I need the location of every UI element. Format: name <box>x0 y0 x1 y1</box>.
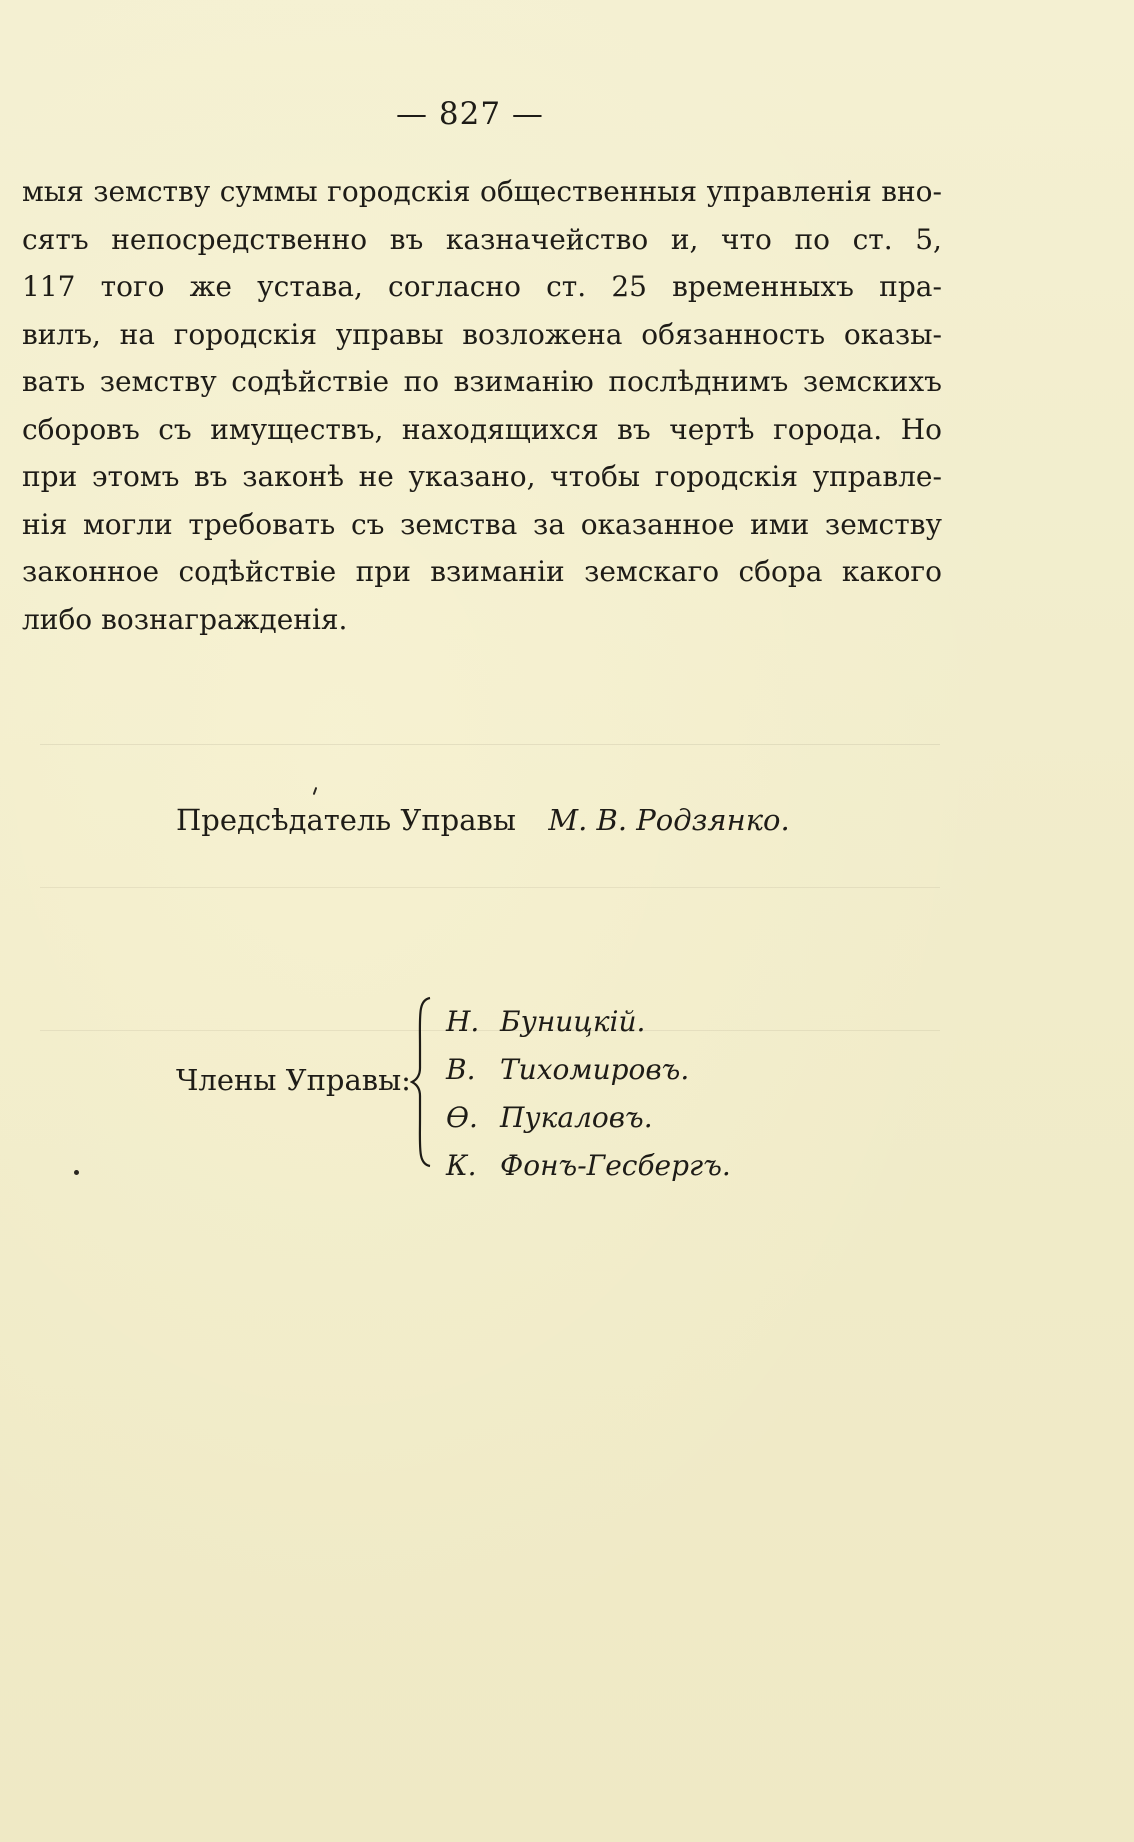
word: земскаго <box>584 555 720 588</box>
word: города. <box>773 412 883 446</box>
word: послѣднимъ <box>608 365 789 398</box>
member-initial: К. <box>446 1149 477 1182</box>
word: 25 <box>611 270 647 303</box>
text-line <box>22 263 942 311</box>
member-surname: Тихомировъ. <box>500 1053 690 1086</box>
word: въ <box>389 222 424 256</box>
word: и, <box>670 222 699 256</box>
member-initial: В. <box>446 1053 476 1086</box>
word: чертѣ <box>669 412 755 446</box>
member-entry <box>446 1094 731 1142</box>
word: непосредственно <box>111 222 368 256</box>
word: городскія <box>327 175 471 208</box>
word: пра- <box>879 270 942 303</box>
word: вать <box>22 365 86 398</box>
chairman-name: М. В. Родзянко. <box>548 803 790 837</box>
word: вно- <box>881 175 942 208</box>
word: законное <box>22 555 160 588</box>
word: съ <box>350 507 385 541</box>
word: имуществъ, <box>210 412 384 446</box>
word: сятъ <box>22 222 89 256</box>
word: за <box>533 507 566 541</box>
word: земства <box>400 507 518 541</box>
member-initial: Н. <box>446 1005 480 1038</box>
page-number: — 827 — <box>396 96 544 132</box>
word: по <box>794 222 830 256</box>
word: содѣйствіе <box>231 365 390 398</box>
member-surname: Буницкій. <box>500 1005 646 1038</box>
member-surname: Фонъ-Гесбергъ. <box>500 1149 731 1182</box>
word: содѣйствіе <box>178 555 337 588</box>
word: городскія <box>654 460 799 493</box>
word: требовать <box>188 507 336 541</box>
text-line <box>22 406 942 454</box>
text-line <box>22 501 942 549</box>
text-line <box>22 453 942 501</box>
word: сбора <box>738 555 823 588</box>
text-line <box>22 311 942 359</box>
word: городскія <box>173 317 318 351</box>
word: суммы <box>219 175 318 208</box>
word: общественныя <box>480 175 698 208</box>
word: ст. <box>852 222 893 256</box>
ink-speck <box>74 1170 79 1175</box>
word: казначейство <box>445 222 649 256</box>
word: обязанность <box>641 317 826 351</box>
body-paragraph <box>22 168 942 643</box>
word: не <box>358 460 394 493</box>
word: въ <box>194 460 228 493</box>
word: управле- <box>812 460 942 493</box>
word: по <box>403 365 440 398</box>
word: законѣ <box>242 460 345 493</box>
text-line <box>22 358 942 406</box>
word: мыя <box>22 175 84 208</box>
word: оказанное <box>580 507 735 541</box>
word: управы <box>335 317 444 351</box>
chairman-title: Предсѣдатель Управы <box>176 803 516 837</box>
members-list <box>446 998 731 1190</box>
word: 117 <box>22 270 76 303</box>
word: при <box>355 555 411 588</box>
members-label: Члены Управы: <box>176 1063 411 1097</box>
word: этомъ <box>91 460 180 493</box>
bleed-through-texture <box>40 620 940 1800</box>
word: ст. <box>546 270 587 303</box>
word: нія <box>22 507 68 541</box>
word: либо <box>22 602 93 636</box>
member-surname: Пукаловъ. <box>500 1101 653 1134</box>
word: Но <box>900 412 942 446</box>
text-line <box>22 596 942 644</box>
word: при <box>22 460 78 493</box>
word: сборовъ <box>22 412 140 446</box>
word: ими <box>750 507 810 541</box>
ink-speck <box>313 787 318 795</box>
word: съ <box>158 412 192 446</box>
word: 5, <box>915 222 942 256</box>
word: оказы- <box>843 317 942 351</box>
word: того <box>100 270 165 303</box>
word: управленія <box>706 175 872 208</box>
word: указано, <box>408 460 536 493</box>
member-entry <box>446 1142 731 1190</box>
word: могли <box>82 507 173 541</box>
word: находящихся <box>401 412 599 446</box>
word: на <box>119 317 155 351</box>
word: согласно <box>388 270 521 303</box>
word: земскихъ <box>802 365 942 398</box>
chairman-signature <box>176 803 790 837</box>
word: въ <box>617 412 651 446</box>
word: взиманіи <box>430 555 565 588</box>
word: земству <box>824 507 942 541</box>
text-line <box>22 168 942 216</box>
word: что <box>720 222 772 256</box>
text-line <box>22 548 942 596</box>
text-line <box>22 216 942 264</box>
word: какого <box>841 555 942 588</box>
word: взиманію <box>453 365 594 398</box>
word: возложена <box>462 317 623 351</box>
member-entry <box>446 998 731 1046</box>
word: устава, <box>257 270 363 303</box>
word: вознагражденія. <box>101 602 348 636</box>
word: временныхъ <box>672 270 854 303</box>
word: вилъ, <box>22 317 101 351</box>
word: земству <box>93 175 211 208</box>
member-entry <box>446 1046 731 1094</box>
word: земству <box>99 365 217 398</box>
word: чтобы <box>550 460 641 493</box>
member-initial: Ѳ. <box>446 1101 478 1134</box>
word: же <box>189 270 232 303</box>
curly-brace-icon <box>410 996 434 1168</box>
